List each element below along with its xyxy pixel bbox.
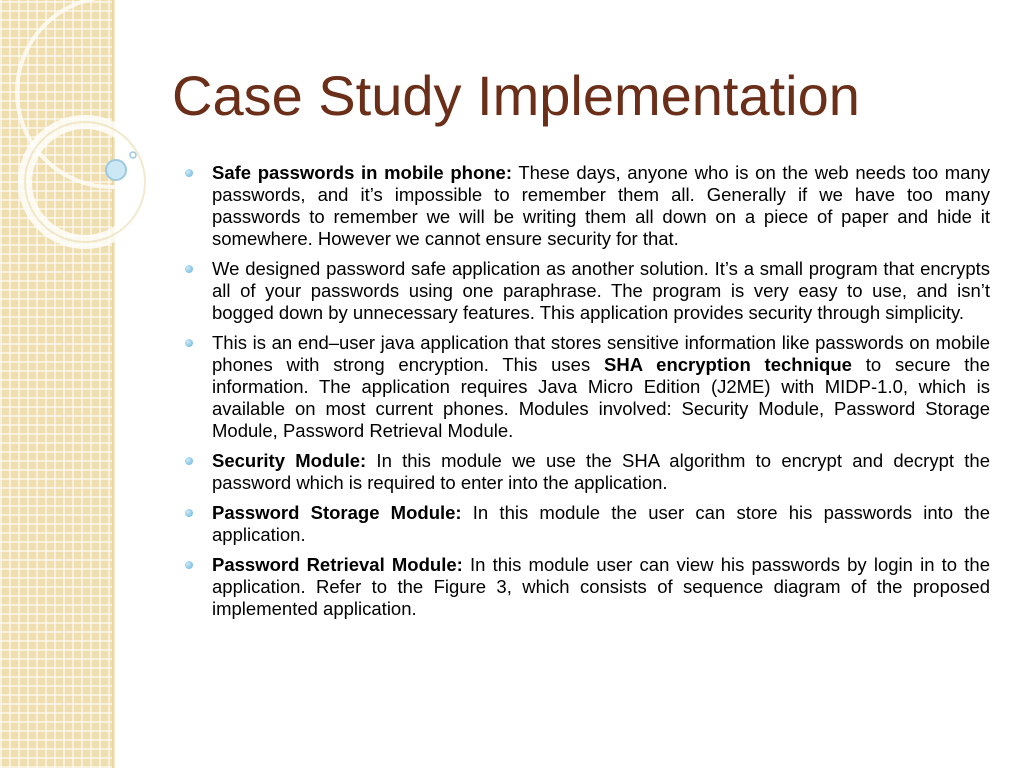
bullet-item: [212, 502, 990, 546]
bullet-text: We designed password safe application as another solution. It’s a small program that encrypts all of your passwords using one paraphrase. The program is very easy to use, and isn’t bogged down by unnecessary features. This application provides security through simplicity.: [212, 258, 990, 323]
bullet-item: [212, 554, 990, 620]
decorative-rings: [0, 0, 200, 300]
bullet-lead: Safe passwords in mobile phone:: [212, 162, 513, 183]
bullet-icon: [185, 339, 193, 347]
bullet-icon: [185, 457, 193, 465]
bullet-text: These days, anyone who is on the web needs too many passwords, and it’s impossible to remember them all. Generally if we have too many passwords to remember we will be writing them all down on a piece of paper and hide it somewhere. However we cannot ensure security for that.: [212, 162, 990, 249]
bullet-lead: Password Retrieval Module:: [212, 554, 463, 575]
bullet-text: This is an end–user java application that stores sensitive information like passwords on mobile phones with strong encryption. This uses: [212, 332, 990, 375]
bullet-emphasis: SHA encryption technique: [604, 354, 852, 375]
bullet-text: In this module we use the SHA algorithm to encrypt and decrypt the password which is required to enter into the application.: [212, 450, 990, 493]
bullet-lead: Security Module:: [212, 450, 367, 471]
deco-dot-blue: [106, 160, 126, 180]
bullet-text: In this module the user can store his passwords into the application.: [212, 502, 990, 545]
bullet-text: to secure the information. The application requires Java Micro Edition (J2ME) with MIDP-1.0, which is available on most current phones. Modules involved: Security Module, Password Storage Module, Password Retrieval Module.: [212, 354, 990, 441]
bullet-text: In this module user can view his passwords by login in to the application. Refer to the Figure 3, which consists of sequence diagram of the proposed implemented application.: [212, 554, 990, 619]
bullet-item: [212, 162, 990, 250]
bullet-item: [212, 332, 990, 442]
bullet-list: [212, 162, 990, 628]
bullet-icon: [185, 265, 193, 273]
bullet-lead: Password Storage Module:: [212, 502, 462, 523]
bullet-icon: [185, 509, 193, 517]
bullet-icon: [185, 169, 193, 177]
bullet-item: [212, 450, 990, 494]
bullet-icon: [185, 561, 193, 569]
slide-title: Case Study Implementation: [172, 64, 860, 127]
bullet-item: [212, 258, 990, 324]
